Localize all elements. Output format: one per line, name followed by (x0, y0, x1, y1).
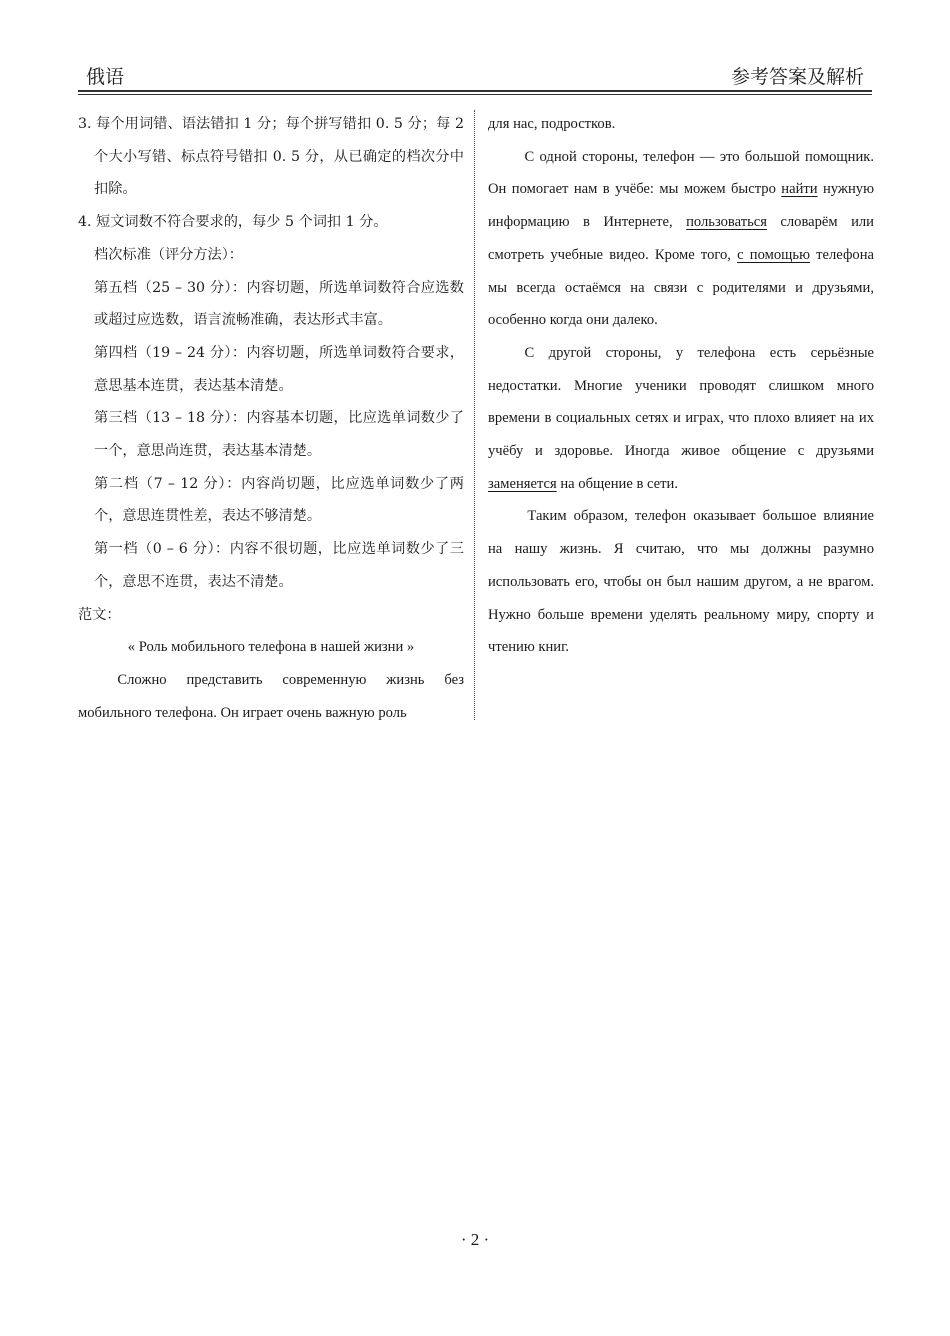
essay-paragraph-3 (488, 337, 874, 501)
text-run: С другой стороны, у телефона есть серьёзные недостатки. Многие ученики проводят слишком много времени в социальных сетях и играх, что плохо влияет на их учёбу и здоровье. Иногда живое общение с друзьями (488, 344, 874, 460)
underlined-word: заменяется (488, 475, 557, 492)
subject-label: 俄语 (86, 66, 125, 88)
left-column (78, 108, 464, 729)
sample-label: 范文： (78, 606, 121, 623)
column-divider (474, 110, 475, 720)
essay-paragraph-1-cont: для нас, подростков. (488, 116, 616, 132)
essay-paragraph-4: Таким образом, телефон оказывает большое влияние на нашу жизнь. Я считаю, что мы должны разумно использовать его, чтобы он был нашим другом, а не врагом. Нужно больше времени уделять реальному миру, спорту и чтению книг. (488, 508, 874, 656)
level-2: 第二档（7 – 12 分）：内容尚切题，比应选单词数少了两个，意思连贯性差，表达不够清楚。 (94, 475, 464, 525)
underlined-word: с помощью (737, 246, 810, 263)
rule-item-3: 3. 每个用词错、语法错扣 1 分；每个拼写错扣 0. 5 分；每 2 个大小写错、标点符号错扣 0. 5 分，从已确定的档次分中扣除。 (78, 116, 464, 198)
essay-paragraph-1: Сложно представить современную жизнь без мобильного телефона. Он играет очень важную роль (78, 671, 464, 721)
section-label: 参考答案及解析 (730, 66, 864, 88)
essay-paragraph-2 (488, 141, 874, 337)
header-rule-thick (78, 90, 872, 92)
page-number: · 2 · (460, 1230, 490, 1249)
underlined-word: найти (781, 181, 818, 198)
criteria-title: 档次标准（评分方法）： (94, 246, 243, 263)
text-run: на общение в сети. (556, 475, 678, 492)
header-rule-thin (78, 94, 872, 95)
level-5: 第五档（25 – 30 分）：内容切题，所选单词数符合应选数或超过应选数，语言流畅准确，表达形式丰富。 (94, 279, 464, 329)
rule-item-4: 4. 短文词数不符合要求的，每少 5 个词扣 1 分。 (78, 214, 388, 231)
text-run: С одной стороны, телефон — это большой помощник. Он помогает нам в учёбе: мы можем быстро (488, 148, 874, 198)
text-run: словарём или смотреть учебные видео. Кроме того, (488, 214, 874, 263)
level-3: 第三档（13 – 18 分）：内容基本切题，比应选单词数少了一个，意思尚连贯，表达基本清楚。 (94, 410, 464, 460)
essay-title: « Роль мобильного телефона в нашей жизни » (127, 639, 415, 656)
text-run: нужную информацию в Интернете, (488, 181, 874, 231)
text-run: телефона мы всегда остаёмся на связи с родителями и друзьями, особенно когда они далеко. (488, 246, 874, 329)
underlined-word: пользоваться (686, 214, 767, 231)
level-4: 第四档（19 – 24 分）：内容切题，所选单词数符合要求，意思基本连贯，表达基本清楚。 (94, 344, 464, 394)
page-header (78, 58, 872, 94)
level-1: 第一档（0 – 6 分）：内容不很切题，比应选单词数少了三个，意思不连贯，表达不清楚。 (94, 541, 464, 590)
right-column (488, 108, 874, 664)
